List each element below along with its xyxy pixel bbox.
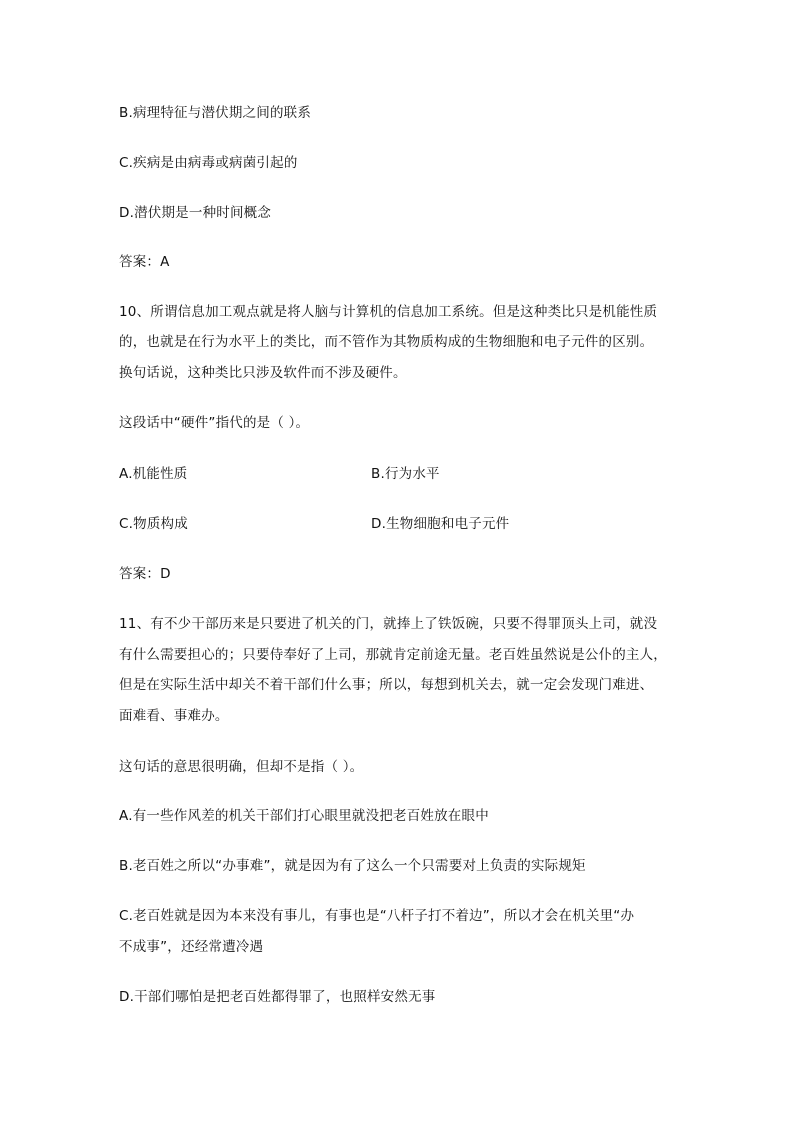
q11-option-c-line: C.老百姓就是因为本来没有事儿，有事也是“八杆子打不着边”，所以才会在机关里“办: [119, 908, 635, 924]
q10-option-c: C.物质构成: [119, 516, 188, 532]
q10-option-d: D.生物细胞和电子元件: [371, 516, 510, 532]
q10-stem-line: 换句话说，这种类比只涉及软件而不涉及硬件。: [119, 365, 407, 381]
q9-option-c: C.疾病是由病毒或病菌引起的: [119, 155, 298, 171]
q10-question: 这段话中“硬件”指代的是（ ）。: [119, 415, 310, 431]
q10-answer: 答案：D: [119, 566, 171, 582]
q11-option-a: A.有一些作风差的机关干部们打心眼里就没把老百姓放在眼中: [119, 808, 489, 824]
q11-question: 这句话的意思很明确，但却不是指（ ）。: [119, 759, 364, 775]
q9-option-b: B.病理特征与潜伏期之间的联系: [119, 105, 312, 121]
q11-option-b: B.老百姓之所以“办事难”，就是因为有了这么一个只需要对上负责的实际规矩: [119, 858, 586, 874]
q10-option-a: A.机能性质: [119, 466, 188, 482]
q10-option-b: B.行为水平: [371, 466, 440, 482]
q10-stem-line: 的，也就是在行为水平上的类比，而不管作为其物质构成的生物细胞和电子元件的区别。: [119, 334, 654, 350]
q9-answer: 答案：A: [119, 254, 170, 270]
q11-option-c-line: 不成事”，还经常遭冷遇: [119, 939, 264, 955]
q11-option-d: D.干部们哪怕是把老百姓都得罪了，也照样安然无事: [119, 989, 436, 1005]
q10-stem-line: 10、所谓信息加工观点就是将人脑与计算机的信息加工系统。但是这种类比只是机能性质: [119, 304, 658, 320]
q9-option-d: D.潜伏期是一种时间概念: [119, 205, 272, 221]
q11-stem-line: 有什么需要担心的；只要侍奉好了上司，那就肯定前途无量。老百姓虽然说是公仆的主人，: [119, 647, 667, 663]
q11-stem-line: 但是在实际生活中却关不着干部们什么事；所以，每想到机关去，就一定会发现门难进、: [119, 677, 654, 693]
q11-stem-line: 面难看、事难办。: [119, 708, 229, 724]
q11-stem-line: 11、有不少干部历来是只要进了机关的门，就捧上了铁饭碗，只要不得罪顶头上司，就没: [119, 616, 658, 632]
